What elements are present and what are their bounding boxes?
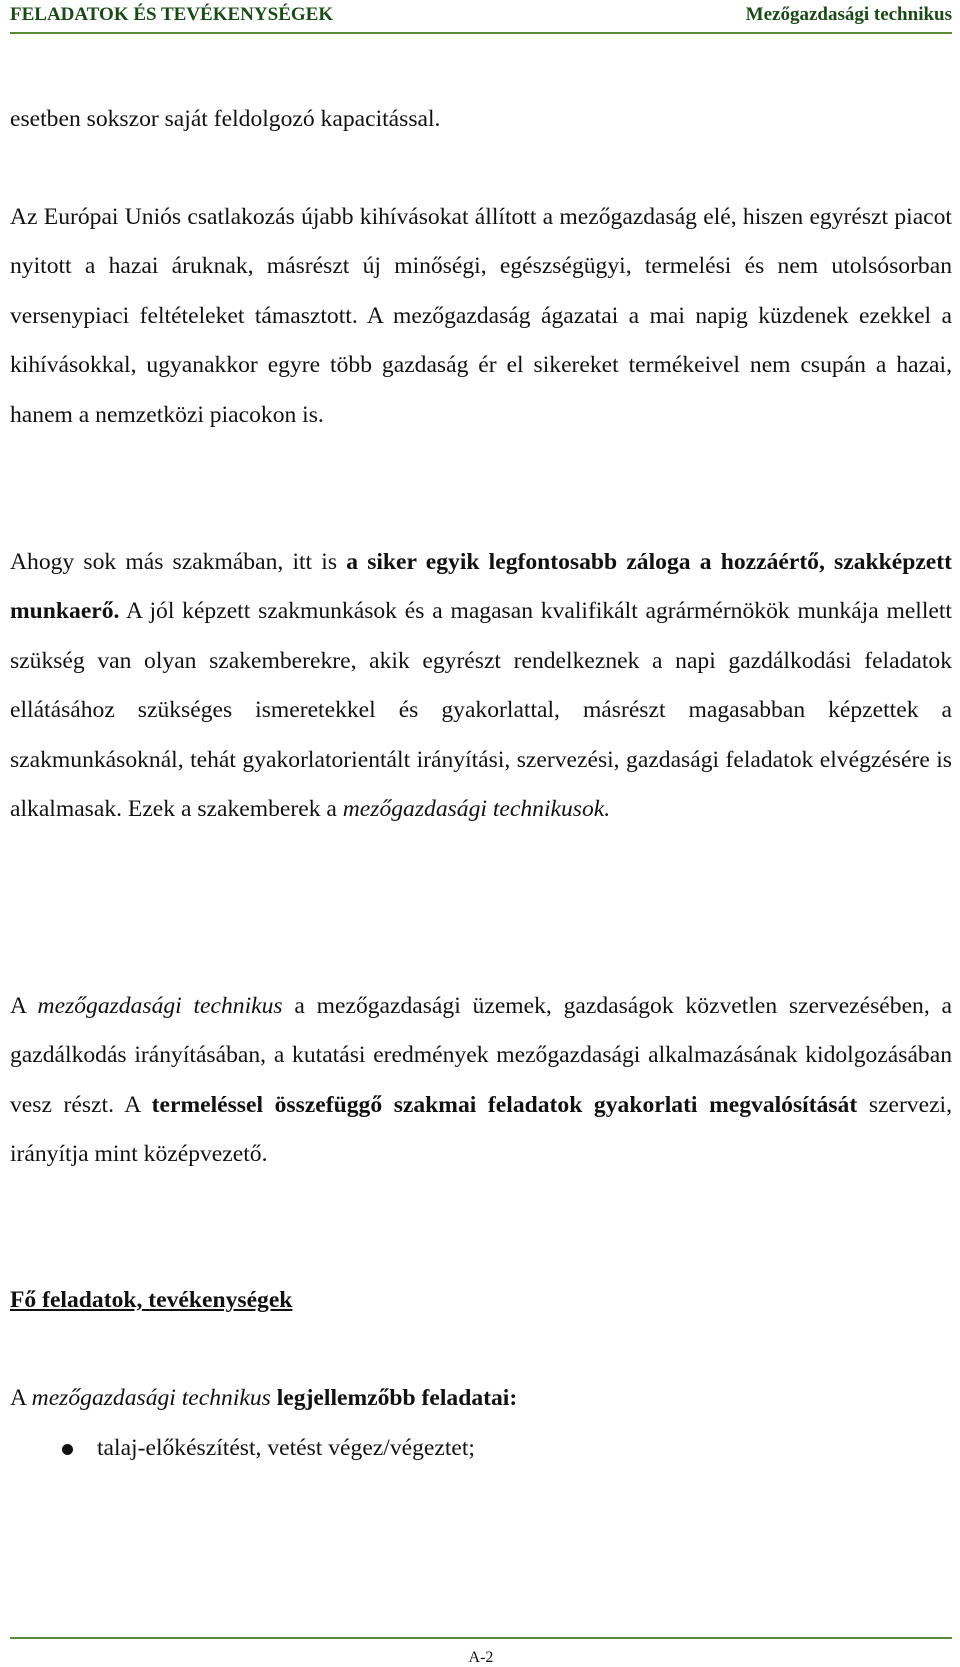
paragraph-text: A jól képzett szakmunkások és a magasan kvalifikált agrármérnökök munkája mellett szükség van olyan szakemberekre, akik egyrészt rendelkeznek a napi gazdálkodási feladatok ellátásához szükséges ismeretekkel és gyakorlattal, másrészt magasabban képzettek a szakmunkásoknál, tehát gyakorlatorientált irányítási, szervezési, gazdasági feladatok elvégzésére is alkalmasak. Ezek a szakemberek a: [10, 598, 952, 823]
emphasis-italic: mezőgazdasági technikusok.: [342, 796, 611, 823]
emphasis-bold: legjellemzőbb feladatai:: [276, 1385, 518, 1411]
section-heading: Fő feladatok, tevékenységek: [10, 1287, 293, 1313]
paragraph-text: Ahogy sok más szakmában, itt is: [10, 549, 347, 575]
paragraph-skilled-workforce: [10, 538, 952, 834]
paragraph-text: szervezi, irányítja mint középvezető.: [10, 1091, 953, 1168]
emphasis-italic: mezőgazdasági technikus: [37, 993, 283, 1019]
paragraph-text: A: [10, 993, 38, 1019]
header-document-title: Mezőgazdasági technikus: [745, 4, 952, 25]
page-header: [10, 2, 952, 34]
list-item-text: talaj-előkészítést, vetést végez/végeztet;: [97, 1435, 475, 1461]
paragraph-continuation: esetben sokszor saját feldolgozó kapacitással.: [10, 106, 441, 132]
paragraph-text: A: [10, 1385, 26, 1411]
paragraph-text: a mezőgazdasági üzemek, gazdaságok közvetlen szervezésében, a gazdálkodás irányításában, a kutatási eredmények mezőgazdasági alkalmazásának kidolgozásában vesz részt. A: [10, 993, 953, 1118]
emphasis-bold: termeléssel összefüggő szakmai feladatok gyakorlati megvalósítását: [151, 1091, 858, 1118]
emphasis-bold: a siker egyik legfontosabb záloga a hozzáértő, szakképzett munkaerő.: [10, 549, 952, 625]
header-section-title: FELADATOK ÉS TEVÉKENYSÉGEK: [10, 4, 334, 25]
page-number: A-2: [468, 1649, 494, 1666]
page-footer: [10, 1637, 952, 1666]
paragraph-main-tasks-intro: [10, 1374, 952, 1423]
emphasis-italic: mezőgazdasági technikus: [31, 1385, 271, 1411]
paragraph-eu-accession: Az Európai Uniós csatlakozás újabb kihívásokat állított a mezőgazdaság elé, hiszen egyrészt piacot nyitott a hazai áruknak, másrészt új minőségi, egészségügyi, termelési és nem utolsósorban versenypiaci feltételeket támasztott. A mezőgazdaság ágazatai a mai napig küzdenek ezekkel a kihívásokkal, ugyanakkor egyre több gazdaság ér el sikereket termékeivel nem csupán a hazai, hanem a nemzetközi piacokon is.: [10, 204, 952, 428]
bullet-icon: [62, 1444, 73, 1455]
paragraph-technician-role: [10, 982, 952, 1180]
